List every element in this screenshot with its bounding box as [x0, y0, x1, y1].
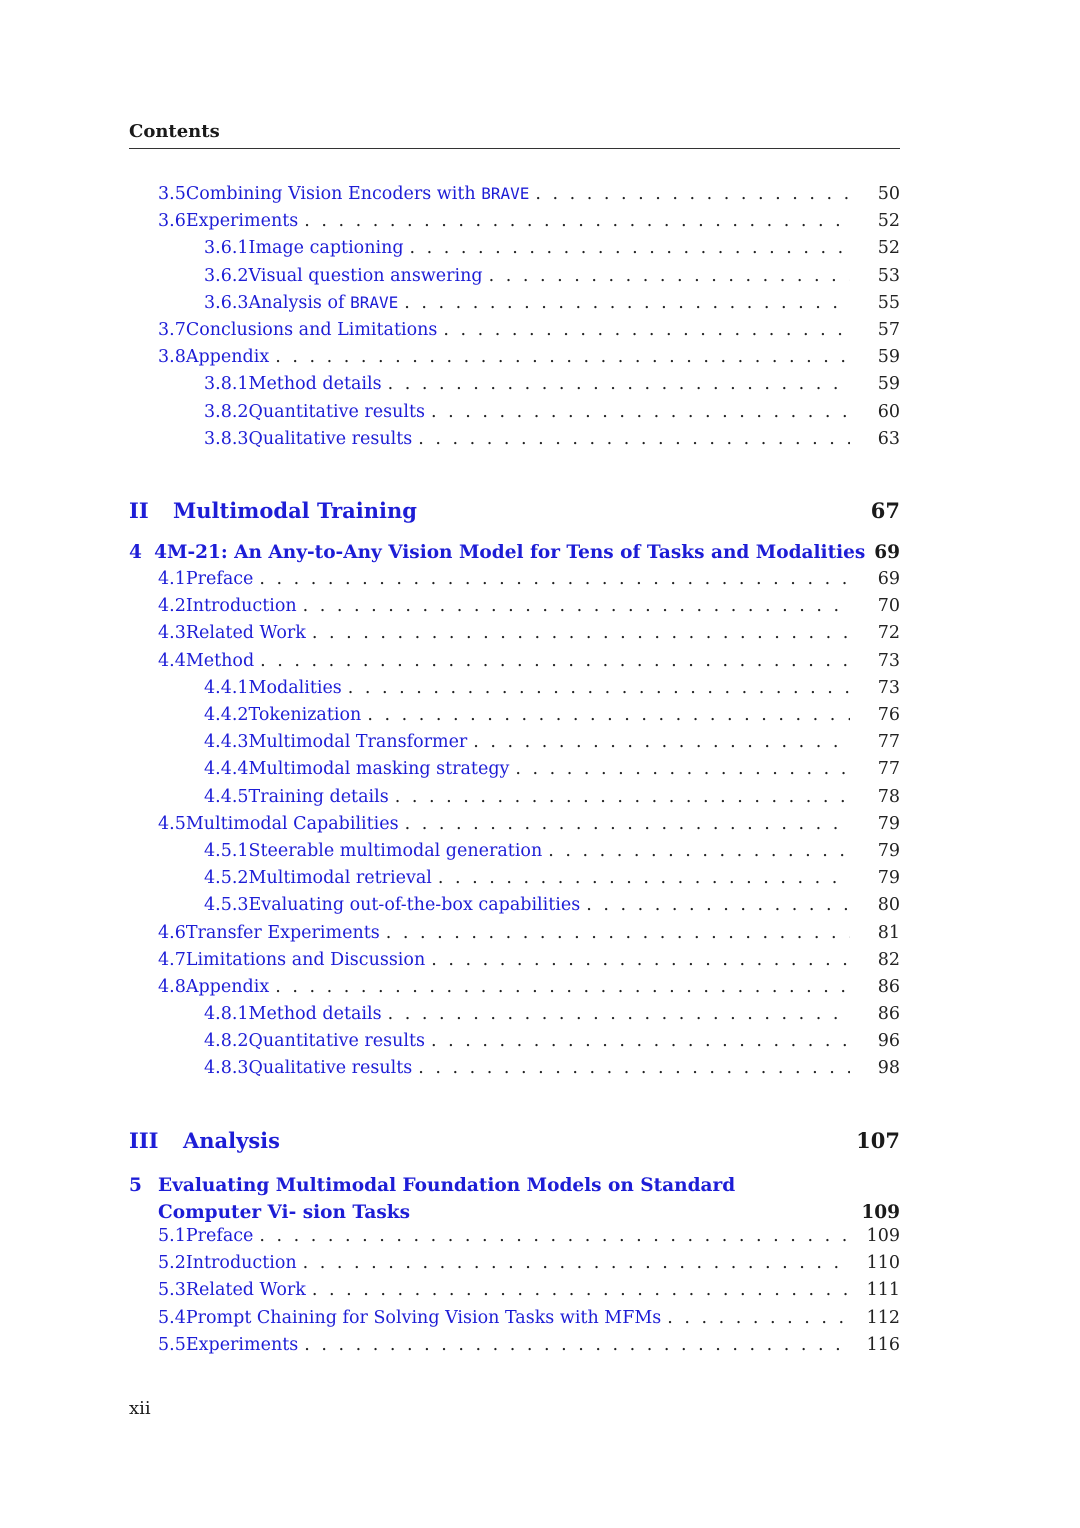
entry-number: 4.4.2 — [204, 705, 249, 725]
toc-section-5-1[interactable] — [129, 1226, 900, 1253]
table-of-contents — [129, 184, 900, 1362]
entry-title: Multimodal Capabilities — [185, 813, 399, 834]
entry-number: 3.6.3 — [204, 292, 249, 313]
toc-subsection-4-8-3[interactable] — [129, 1058, 900, 1085]
leader-dots — [473, 732, 850, 752]
leader-dots — [438, 868, 850, 888]
toc-subsection-4-5-1[interactable] — [129, 841, 900, 868]
entry-page: 59 — [877, 347, 900, 368]
leader-dots — [410, 238, 850, 258]
entry-number: 4.5 — [158, 813, 186, 834]
entry-title: Transfer Experiments — [185, 922, 380, 943]
entry-title: Evaluating out-of-the-box capabilities — [248, 895, 581, 916]
leader-dots — [260, 651, 850, 671]
toc-block-chapter-3 — [129, 184, 900, 456]
toc-section-3-6[interactable] — [129, 211, 900, 238]
toc-subsection-3-8-3[interactable] — [129, 429, 900, 456]
entry-number: 3.6.2 — [204, 265, 249, 286]
toc-subsection-4-4-4[interactable] — [129, 759, 900, 786]
leader-dots — [404, 293, 850, 313]
toc-section-4-1[interactable] — [129, 569, 900, 596]
entry-title: Prompt Chaining for Solving Vision Tasks with MFMs — [185, 1307, 662, 1328]
toc-subsection-4-8-1[interactable] — [129, 1004, 900, 1031]
entry-page: 50 — [877, 184, 900, 204]
leader-dots — [348, 678, 850, 698]
entry-title: Qualitative results — [248, 428, 413, 449]
running-head: Contents — [129, 121, 220, 142]
entry-page: 96 — [877, 1031, 900, 1052]
part-title: Multimodal Training — [173, 497, 417, 523]
toc-subsection-4-5-2[interactable] — [129, 868, 900, 895]
entry-number: 3.5 — [158, 184, 186, 204]
entry-number: 3.8.2 — [204, 401, 249, 422]
toc-subsection-4-4-1[interactable] — [129, 678, 900, 705]
entry-title: Combining Vision Encoders with BRAVE — [185, 184, 530, 204]
toc-section-5-5[interactable] — [129, 1335, 900, 1362]
toc-subsection-3-6-3[interactable] — [129, 293, 900, 320]
toc-section-4-2[interactable] — [129, 596, 900, 623]
entry-number: 4.5.1 — [204, 840, 249, 861]
entry-number: 4.5.3 — [204, 895, 249, 916]
toc-section-3-5[interactable] — [129, 184, 900, 211]
entry-page: 57 — [877, 319, 900, 340]
leader-dots — [489, 266, 850, 286]
entry-number: 4.8.2 — [204, 1031, 249, 1052]
leader-dots — [667, 1308, 850, 1328]
toc-subsection-4-4-2[interactable] — [129, 705, 900, 732]
entry-number: 5.1 — [158, 1226, 186, 1247]
entry-page: 86 — [877, 976, 900, 997]
entry-title: Modalities — [248, 677, 342, 698]
toc-section-5-4[interactable] — [129, 1308, 900, 1335]
entry-title: Method — [185, 650, 255, 671]
toc-subsection-4-8-2[interactable] — [129, 1031, 900, 1058]
entry-page: 52 — [877, 238, 900, 259]
header-rule — [129, 148, 900, 149]
entry-title: Introduction — [185, 1253, 297, 1274]
leader-dots — [312, 1280, 850, 1300]
toc-section-4-5[interactable] — [129, 814, 900, 841]
toc-section-5-3[interactable] — [129, 1280, 900, 1307]
leader-dots — [303, 1253, 850, 1273]
leader-dots — [443, 320, 850, 340]
entry-title: Multimodal retrieval — [248, 868, 432, 889]
toc-section-4-4[interactable] — [129, 651, 900, 678]
entry-page: 78 — [877, 786, 900, 807]
entry-page: 77 — [877, 759, 900, 780]
toc-section-3-7[interactable] — [129, 320, 900, 347]
entry-number: 3.6.1 — [204, 238, 249, 259]
entry-page: 81 — [877, 922, 900, 943]
entry-page: 70 — [877, 596, 900, 617]
entry-number: 4.5.2 — [204, 868, 249, 889]
entry-title: Related Work — [185, 623, 306, 644]
entry-title: Quantitative results — [248, 401, 425, 422]
chapter-title: Evaluating Multimodal Foundation Models on Standard Computer Vi- sion Tasks — [158, 1174, 736, 1223]
chapter-number: 4 — [129, 541, 142, 563]
leader-dots — [275, 347, 850, 367]
entry-page: 60 — [877, 401, 900, 422]
entry-number: 3.8.3 — [204, 428, 249, 449]
toc-section-5-2[interactable] — [129, 1253, 900, 1280]
entry-number: 4.4.3 — [204, 732, 249, 753]
chapter-title: 4M-21: An Any-to-Any Vision Model for Tens of Tasks and Modalities — [154, 541, 866, 563]
entry-page: 79 — [877, 840, 900, 861]
entry-number: 4.8.3 — [204, 1058, 249, 1079]
entry-number: 4.4.1 — [204, 677, 249, 698]
leader-dots — [515, 759, 850, 779]
entry-title: Preface — [185, 1226, 254, 1247]
toc-subsection-3-8-1[interactable] — [129, 374, 900, 401]
entry-page: 72 — [877, 623, 900, 644]
toc-section-4-7[interactable] — [129, 950, 900, 977]
entry-page: 79 — [877, 813, 900, 834]
toc-subsection-4-5-3[interactable] — [129, 895, 900, 922]
chapter-number: 5 — [129, 1174, 142, 1196]
entry-number: 5.3 — [158, 1280, 186, 1301]
toc-block-chapter-4 — [129, 569, 900, 1086]
leader-dots — [259, 569, 850, 589]
entry-number: 4.2 — [158, 596, 186, 617]
entry-title: Appendix — [185, 347, 270, 368]
entry-page: 73 — [877, 677, 900, 698]
entry-title: Analysis of BRAVE — [248, 292, 399, 313]
part-heading-iii[interactable] — [129, 1128, 900, 1158]
entry-page: 110 — [866, 1253, 900, 1274]
entry-number: 4.4 — [158, 650, 186, 671]
entry-number: 5.2 — [158, 1253, 186, 1274]
entry-title: Multimodal Transformer — [248, 732, 468, 753]
part-title: Analysis — [183, 1127, 280, 1153]
entry-page: 76 — [877, 705, 900, 725]
entry-code-term: BRAVE — [481, 184, 530, 203]
entry-page: 52 — [877, 211, 900, 232]
entry-page: 63 — [877, 428, 900, 449]
leader-dots — [405, 814, 850, 834]
entry-page: 53 — [877, 265, 900, 286]
leader-dots — [312, 623, 850, 643]
toc-subsection-4-4-5[interactable] — [129, 787, 900, 814]
entry-title: Training details — [248, 786, 389, 807]
entry-number: 4.7 — [158, 949, 186, 970]
chapter-page: 69 — [874, 541, 900, 563]
entry-number: 4.4.5 — [204, 786, 249, 807]
entry-page: 80 — [877, 895, 900, 916]
part-heading-ii[interactable] — [129, 498, 900, 528]
leader-dots — [388, 1004, 850, 1024]
toc-block-chapter-5 — [129, 1226, 900, 1362]
entry-number: 4.8 — [158, 976, 186, 997]
entry-page: 98 — [877, 1058, 900, 1079]
toc-subsection-3-6-1[interactable] — [129, 238, 900, 265]
part-number: II — [129, 497, 149, 523]
leader-dots — [259, 1226, 850, 1246]
toc-section-4-6[interactable] — [129, 923, 900, 950]
entry-number: 4.8.1 — [204, 1004, 249, 1025]
leader-dots — [388, 374, 850, 394]
entry-title: Limitations and Discussion — [185, 949, 426, 970]
toc-section-4-8[interactable] — [129, 977, 900, 1004]
leader-dots — [275, 977, 850, 997]
entry-title: Experiments — [185, 1334, 299, 1355]
leader-dots — [304, 211, 850, 231]
entry-page: 116 — [866, 1334, 900, 1355]
entry-number: 3.7 — [158, 319, 186, 340]
entry-number: 4.4.4 — [204, 759, 249, 780]
entry-page: 59 — [877, 374, 900, 395]
entry-title: Steerable multimodal generation — [248, 840, 543, 861]
entry-number: 5.4 — [158, 1307, 186, 1328]
entry-title: Visual question answering — [248, 265, 483, 286]
entry-title: Preface — [185, 569, 254, 590]
leader-dots — [431, 1031, 850, 1051]
toc-subsection-3-8-2[interactable] — [129, 402, 900, 429]
leader-dots — [586, 895, 850, 915]
entry-title: Multimodal masking strategy — [248, 759, 510, 780]
entry-title: Quantitative results — [248, 1031, 425, 1052]
chapter-page: 109 — [861, 1201, 900, 1223]
entry-page: 111 — [866, 1280, 900, 1301]
entry-title: Introduction — [185, 596, 297, 617]
entry-page: 55 — [877, 292, 900, 313]
leader-dots — [418, 429, 850, 449]
entry-title: Image captioning — [248, 238, 404, 259]
entry-number: 4.1 — [158, 569, 186, 590]
entry-page: 73 — [877, 650, 900, 671]
entry-title: Conclusions and Limitations — [185, 319, 438, 340]
entry-title: Related Work — [185, 1280, 306, 1301]
leader-dots — [367, 705, 850, 725]
toc-subsection-3-6-2[interactable] — [129, 266, 900, 293]
leader-dots — [535, 184, 850, 204]
entry-number: 3.8 — [158, 347, 186, 368]
entry-code-term: BRAVE — [350, 292, 399, 312]
entry-number: 3.8.1 — [204, 374, 249, 395]
entry-number: 3.6 — [158, 211, 186, 232]
entry-number: 5.5 — [158, 1334, 186, 1355]
leader-dots — [548, 841, 850, 861]
toc-subsection-4-4-3[interactable] — [129, 732, 900, 759]
chapter-heading-4[interactable] — [129, 542, 900, 569]
entry-page: 79 — [877, 868, 900, 889]
entry-page: 69 — [877, 569, 900, 590]
leader-dots — [304, 1335, 850, 1355]
part-page: 67 — [870, 497, 900, 523]
entry-page: 77 — [877, 732, 900, 753]
page-number: xii — [129, 1398, 151, 1419]
part-number: III — [129, 1127, 159, 1153]
entry-title: Qualitative results — [248, 1058, 413, 1079]
entry-title: Tokenization — [248, 705, 362, 725]
toc-section-4-3[interactable] — [129, 623, 900, 650]
entry-page: 82 — [877, 949, 900, 970]
entry-title: Method details — [248, 374, 382, 395]
leader-dots — [303, 596, 850, 616]
part-page: 107 — [856, 1127, 900, 1153]
entry-page: 112 — [866, 1307, 900, 1328]
leader-dots — [395, 787, 850, 807]
leader-dots — [418, 1058, 850, 1078]
entry-title: Experiments — [185, 211, 299, 232]
chapter-heading-5[interactable] — [129, 1172, 900, 1226]
leader-dots — [386, 923, 850, 943]
leader-dots — [431, 402, 850, 422]
entry-page: 86 — [877, 1004, 900, 1025]
entry-title: Appendix — [185, 976, 270, 997]
toc-section-3-8[interactable] — [129, 347, 900, 374]
leader-dots — [431, 950, 850, 970]
entry-title: Method details — [248, 1004, 382, 1025]
entry-page: 109 — [866, 1226, 900, 1247]
entry-number: 4.3 — [158, 623, 186, 644]
entry-number: 4.6 — [158, 922, 186, 943]
